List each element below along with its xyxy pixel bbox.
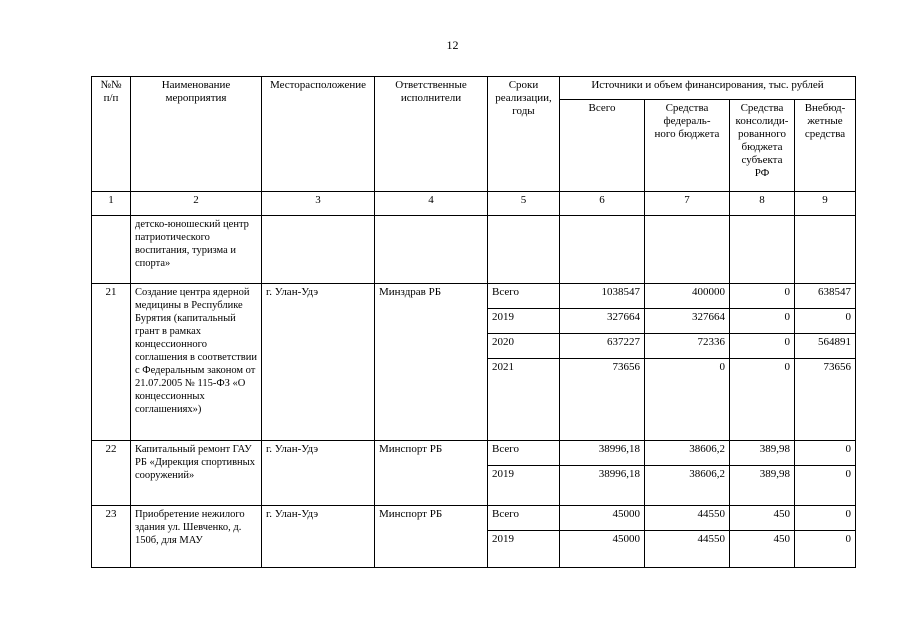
table-row — [92, 216, 856, 284]
regional-value: 389,98 — [730, 441, 795, 466]
period: Всего — [488, 441, 560, 466]
period: Всего — [488, 506, 560, 531]
total-value: 38996,18 — [560, 466, 645, 506]
header-total: Всего — [560, 100, 645, 192]
header-funding: Источники и объем финансирования, тыс. рублей — [560, 77, 856, 100]
page-number: 12 — [446, 38, 459, 52]
table-row — [92, 441, 856, 466]
extra-value: 638547 — [795, 284, 856, 309]
regional-value: 0 — [730, 284, 795, 309]
location: г. Улан-Удэ — [262, 506, 375, 568]
federal-value: 0 — [645, 359, 730, 441]
column-number: 4 — [375, 192, 488, 216]
row-number: 23 — [92, 506, 131, 568]
federal-value: 72336 — [645, 334, 730, 359]
regional-value: 450 — [730, 531, 795, 568]
executor: Минздрав РБ — [375, 284, 488, 441]
federal-value: 44550 — [645, 506, 730, 531]
funding-table — [91, 76, 856, 568]
period: 2019 — [488, 531, 560, 568]
event-name: Приобретение нежилого здания ул. Шевченко, д. 150б, для МАУ — [131, 506, 262, 568]
period: 2019 — [488, 466, 560, 506]
header-name: Наименование мероприятия — [131, 77, 262, 192]
federal-value: 44550 — [645, 531, 730, 568]
header-period: Сроки реализации, годы — [488, 77, 560, 192]
location: г. Улан-Удэ — [262, 441, 375, 506]
federal-value: 38606,2 — [645, 466, 730, 506]
extra-value: 73656 — [795, 359, 856, 441]
extra-value: 0 — [795, 466, 856, 506]
total-value: 38996,18 — [560, 441, 645, 466]
column-number: 8 — [730, 192, 795, 216]
header-location: Месторасположение — [262, 77, 375, 192]
total-value: 637227 — [560, 334, 645, 359]
regional-value: 0 — [730, 309, 795, 334]
executor: Минспорт РБ — [375, 441, 488, 506]
period: 2021 — [488, 359, 560, 441]
row-number: 21 — [92, 284, 131, 441]
regional-value: 0 — [730, 334, 795, 359]
header-regional: Средства консолиди- рованного бюджета субъекта РФ — [730, 100, 795, 192]
event-name: Создание центра ядерной медицины в Республике Бурятия (капитальный грант в рамках концессионного соглашения в соответствии с Федеральным законом от 21.07.2005 № 115-ФЗ «О концессионных соглашениях») — [131, 284, 262, 441]
period: 2019 — [488, 309, 560, 334]
federal-value: 400000 — [645, 284, 730, 309]
row-number: 22 — [92, 441, 131, 506]
extra-value: 0 — [795, 506, 856, 531]
header-executor: Ответственные исполнители — [375, 77, 488, 192]
extra-value: 0 — [795, 441, 856, 466]
event-name: Капитальный ремонт ГАУ РБ «Дирекция спортивных сооружений» — [131, 441, 262, 506]
location: г. Улан-Удэ — [262, 284, 375, 441]
total-value: 45000 — [560, 531, 645, 568]
column-number: 5 — [488, 192, 560, 216]
column-number: 7 — [645, 192, 730, 216]
total-value: 327664 — [560, 309, 645, 334]
executor: Минспорт РБ — [375, 506, 488, 568]
extra-value: 564891 — [795, 334, 856, 359]
extra-value: 0 — [795, 531, 856, 568]
total-value: 1038547 — [560, 284, 645, 309]
header-federal: Средства федераль- ного бюджета — [645, 100, 730, 192]
extra-value: 0 — [795, 309, 856, 334]
header-extra: Внебюд- жетные средства — [795, 100, 856, 192]
period: Всего — [488, 284, 560, 309]
column-number: 2 — [131, 192, 262, 216]
regional-value: 0 — [730, 359, 795, 441]
column-number: 6 — [560, 192, 645, 216]
table-row — [92, 284, 856, 309]
column-number: 3 — [262, 192, 375, 216]
total-value: 45000 — [560, 506, 645, 531]
event-name: детско-юношеский центр патриотического воспитания, туризма и спорта» — [131, 216, 262, 284]
federal-value: 327664 — [645, 309, 730, 334]
table-row — [92, 506, 856, 531]
total-value: 73656 — [560, 359, 645, 441]
regional-value: 450 — [730, 506, 795, 531]
header-number: №№ п/п — [92, 77, 131, 192]
column-number: 1 — [92, 192, 131, 216]
federal-value: 38606,2 — [645, 441, 730, 466]
regional-value: 389,98 — [730, 466, 795, 506]
column-numbers-row — [92, 192, 856, 216]
column-number: 9 — [795, 192, 856, 216]
period: 2020 — [488, 334, 560, 359]
